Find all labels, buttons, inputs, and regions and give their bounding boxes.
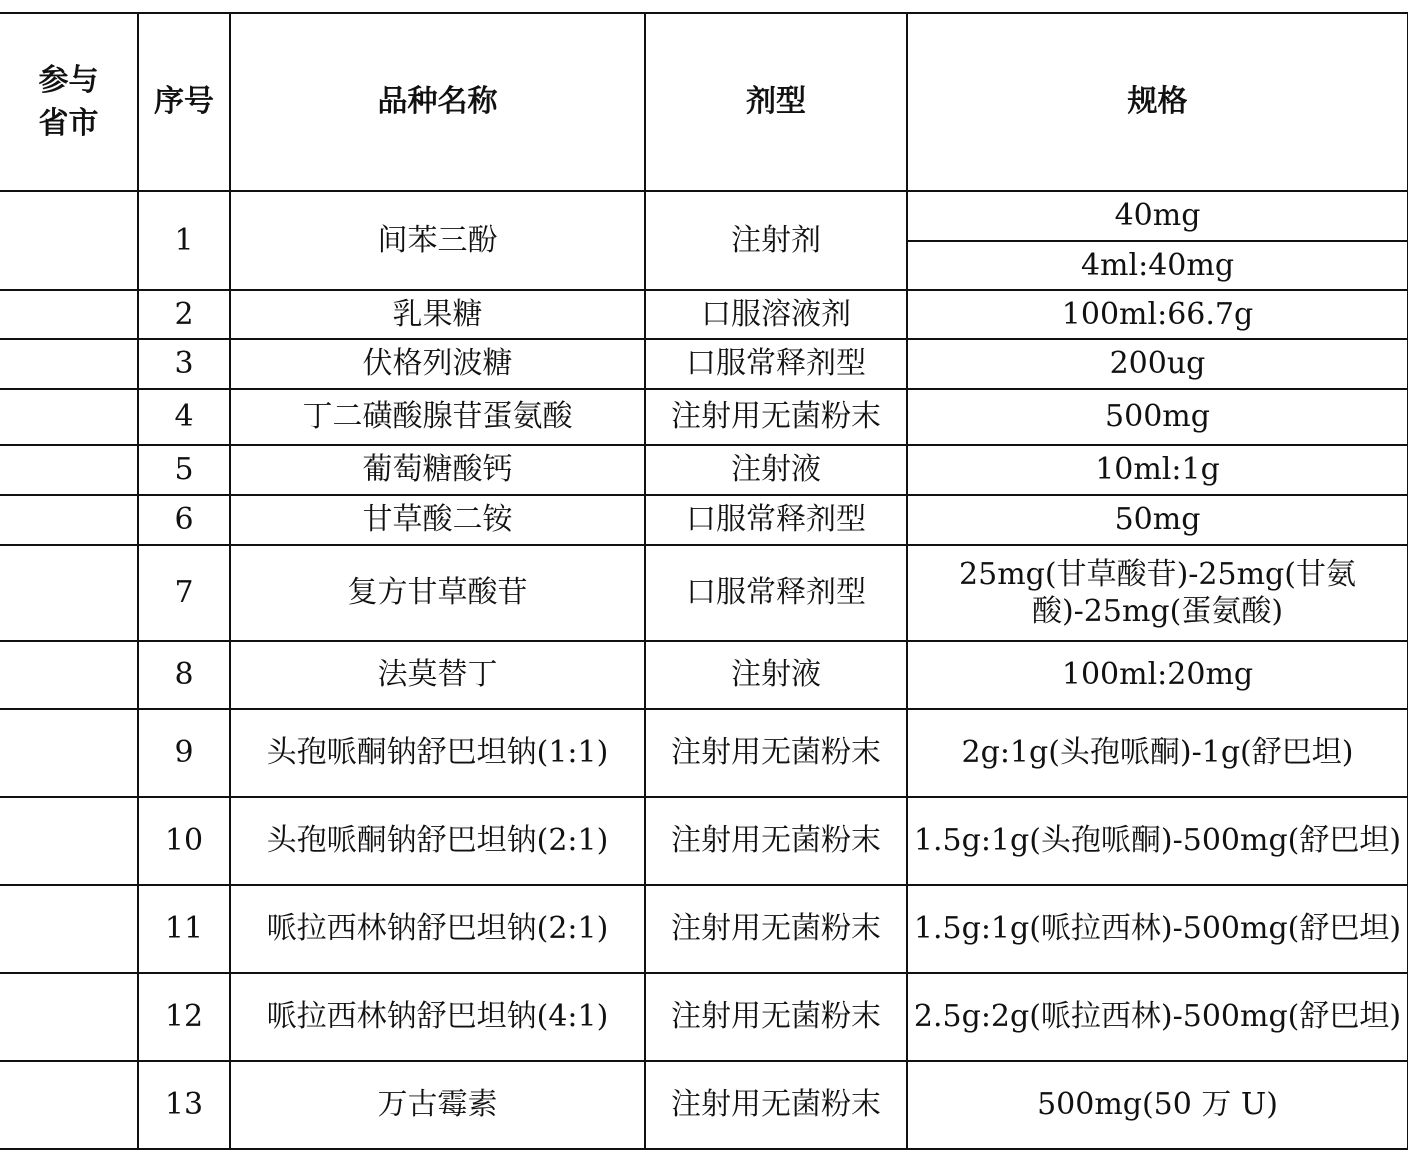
cell-no: 12 [138,973,230,1061]
cell-no: 1 [138,191,230,290]
cell-form: 注射用无菌粉末 [645,885,907,973]
cell-spec: 1.5g:1g(头孢哌酮)-500mg(舒巴坦) [907,797,1408,885]
table-row [0,885,1408,973]
cell-form: 口服常释剂型 [645,339,907,389]
table-row [0,1061,1408,1149]
table-row [0,709,1408,797]
cell-no: 8 [138,641,230,709]
cell-form: 口服常释剂型 [645,545,907,641]
table-row [0,290,1408,339]
cell-no: 13 [138,1061,230,1149]
cell-no: 2 [138,290,230,339]
cell-spec: 500mg(50 万 U) [907,1061,1408,1149]
header-no: 序号 [138,13,230,191]
table-row [0,495,1408,545]
cell-name: 伏格列波糖 [230,339,645,389]
cell-form: 注射液 [645,445,907,495]
cell-name: 甘草酸二铵 [230,495,645,545]
cell-form: 注射用无菌粉末 [645,973,907,1061]
cell-no: 4 [138,389,230,445]
cell-no: 9 [138,709,230,797]
cell-spec: 25mg(甘草酸苷)-25mg(甘氨酸)-25mg(蛋氨酸) [907,545,1408,641]
cell-spec: 4ml:40mg [907,241,1408,290]
cell-no: 11 [138,885,230,973]
cell-name: 法莫替丁 [230,641,645,709]
cell-spec: 100ml:66.7g [907,290,1408,339]
header-spec: 规格 [907,13,1408,191]
cell-no: 3 [138,339,230,389]
cell-name: 头孢哌酮钠舒巴坦钠(2:1) [230,797,645,885]
cell-form: 注射剂 [645,191,907,290]
cell-spec: 10ml:1g [907,445,1408,495]
cell-spec: 200ug [907,339,1408,389]
table-row [0,973,1408,1061]
cell-name: 葡萄糖酸钙 [230,445,645,495]
cell-no: 7 [138,545,230,641]
cell-form: 注射用无菌粉末 [645,389,907,445]
header-name: 品种名称 [230,13,645,191]
cell-no: 5 [138,445,230,495]
cell-spec: 100ml:20mg [907,641,1408,709]
cell-form: 口服溶液剂 [645,290,907,339]
cell-form: 注射用无菌粉末 [645,797,907,885]
table-row [0,339,1408,389]
cell-name: 间苯三酚 [230,191,645,290]
table-row [0,445,1408,495]
table-row [0,191,1408,241]
cell-spec: 500mg [907,389,1408,445]
drug-table [0,12,1408,1150]
table-row [0,389,1408,445]
cell-form: 注射用无菌粉末 [645,1061,907,1149]
cell-form: 注射用无菌粉末 [645,709,907,797]
cell-form: 注射液 [645,641,907,709]
cell-province [0,191,138,290]
cell-name: 哌拉西林钠舒巴坦钠(2:1) [230,885,645,973]
cell-name: 哌拉西林钠舒巴坦钠(4:1) [230,973,645,1061]
cell-spec: 50mg [907,495,1408,545]
cell-name: 复方甘草酸苷 [230,545,645,641]
cell-no: 6 [138,495,230,545]
header-row [0,13,1408,191]
table-row [0,641,1408,709]
header-form: 剂型 [645,13,907,191]
cell-spec: 40mg [907,191,1408,241]
cell-no: 10 [138,797,230,885]
cell-form: 口服常释剂型 [645,495,907,545]
cell-name: 头孢哌酮钠舒巴坦钠(1:1) [230,709,645,797]
cell-spec: 2.5g:2g(哌拉西林)-500mg(舒巴坦) [907,973,1408,1061]
table-row [0,545,1408,641]
header-province: 参与 省市 [0,13,138,191]
cell-name: 万古霉素 [230,1061,645,1149]
cell-spec: 2g:1g(头孢哌酮)-1g(舒巴坦) [907,709,1408,797]
cell-name: 乳果糖 [230,290,645,339]
cell-name: 丁二磺酸腺苷蛋氨酸 [230,389,645,445]
cell-spec: 1.5g:1g(哌拉西林)-500mg(舒巴坦) [907,885,1408,973]
table-row [0,797,1408,885]
